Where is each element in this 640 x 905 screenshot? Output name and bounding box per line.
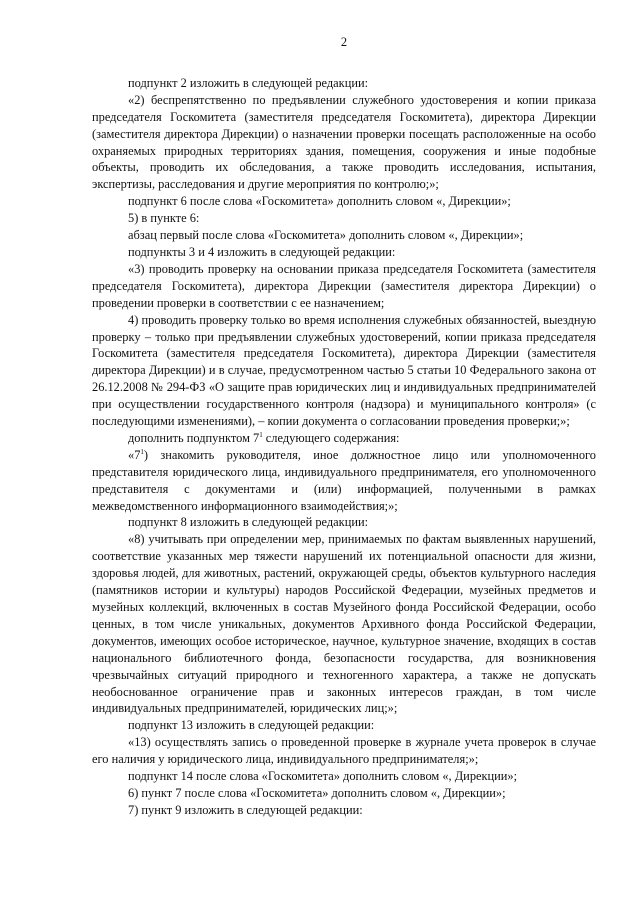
paragraph-subpoint-4-text: 4) проводить проверку только во время исполнения служебных обязанностей, выездную проверку – только при предъявлении служебных удостоверений, копии приказа председателя Госкомитета (заместителя председателя Госкомитета), директора Дирекции (заместителя директора Дирекции) и в случае, предусмотренном частью 5 статьи 10 Федерального закона от 26.12.2008 № 294-ФЗ «О защите прав юридических лиц и индивидуальных предпринимателей при осуществлении государственного контроля (надзора) и муниципального контроля» (с последующими изменениями), – копии документа о согласовании проведения проверки;»; [92,312,596,429]
paragraph-first-abzac: абзац первый после слова «Госкомитета» дополнить словом «, Дирекции»; [128,228,524,243]
document-page [92,34,596,819]
paragraph-text-end: следующего содержания: [262,430,400,445]
paragraph-subpoint-7-1-text [92,447,596,515]
paragraph-item-7: 7) пункт 9 изложить в следующей редакции: [128,802,363,817]
page-number: 2 [340,35,348,49]
paragraph-subpoint-13-text: «13) осуществлять запись о проведенной проверке в журнале учета проверок в случае его наличия у юридического лица, индивидуального предпринимателя;»; [92,735,596,767]
paragraph-amend-subpoint-8: подпункт 8 изложить в следующей редакции: [128,515,369,530]
paragraph-subpoint-2-text: «2) беспрепятственно по предъявлении служебного удостоверения и копии приказа председателя Госкомитета (заместителя председателя Госкомитета), директора Дирекции (заместителя директора Дирекции) о назначении проверки посещать расположенные на особо охраняемых природных территориях здания, помещения, сооружения и иные подобные объекты, проводить их обследования, а также проводить исследования, испытания, экспертизы, расследования и другие мероприятия по контролю;»; [92,92,596,192]
superscript-index: 1 [140,447,144,456]
paragraph-amend-subpoint-2: подпункт 2 изложить в следующей редакции: [128,75,369,90]
paragraph-amend-subpoint-14: подпункт 14 после слова «Госкомитета» дополнить словом «, Дирекции»; [128,769,518,784]
paragraph-amend-subpoint-13: подпункт 13 изложить в следующей редакции: [128,718,375,733]
paragraph-item-6: 6) пункт 7 после слова «Госкомитета» дополнить словом «, Дирекции»; [128,785,506,800]
paragraph-item-5: 5) в пункте 6: [128,211,200,226]
paragraph-subpoint-3-text: «3) проводить проверку на основании приказа председателя Госкомитета (заместителя председателя Госкомитета), директора Дирекции (заместителя директора Дирекции) о проведении проверки в соответствии с ее назначением; [92,261,596,310]
paragraph-amend-subpoint-6: подпункт 6 после слова «Госкомитета» дополнить словом «, Дирекции»; [128,194,511,209]
superscript-index: 1 [259,430,263,439]
paragraph-add-subpoint-7-1 [92,430,596,447]
paragraph-text-start: «7 [128,447,141,462]
paragraph-subpoint-8-text: «8) учитывать при определении мер, принимаемых по фактам выявленных нарушений, соответствие указанных мер тяжести нарушений их потенциальной опасности для жизни, здоровья людей, для животных, растений, окружающей среды, объектов культурного наследия (памятников истории и культуры) народов Российской Федерации, музейных предметов и музейных коллекций, включенных в состав Музейного фонда Российской Федерации, особо ценных, в том числе уникальных, документов Архивного фонда Российской Федерации, документов, имеющих особое историческое, научное, культурное значение, входящих в состав национального библиотечного фонда, безопасности государства, для возникновения чрезвычайных ситуаций природного и техногенного характера, а также не допускать необоснованное ограничение прав и законных интересов граждан, в том числе индивидуальных предпринимателей, юридических лиц;»; [92,532,596,716]
paragraph-text-start: дополнить подпунктом 7 [128,430,260,445]
paragraph-text-end: ) знакомить руководителя, иное должностное лицо или уполномоченного представителя юридического лица, индивидуального предпринимателя, его уполномоченного представителя с документами и (или) информацией, полученными в рамках межведомственного информационного взаимодействия;»; [92,447,596,513]
paragraph-amend-subpoints-3-4: подпункты 3 и 4 изложить в следующей редакции: [128,244,396,259]
